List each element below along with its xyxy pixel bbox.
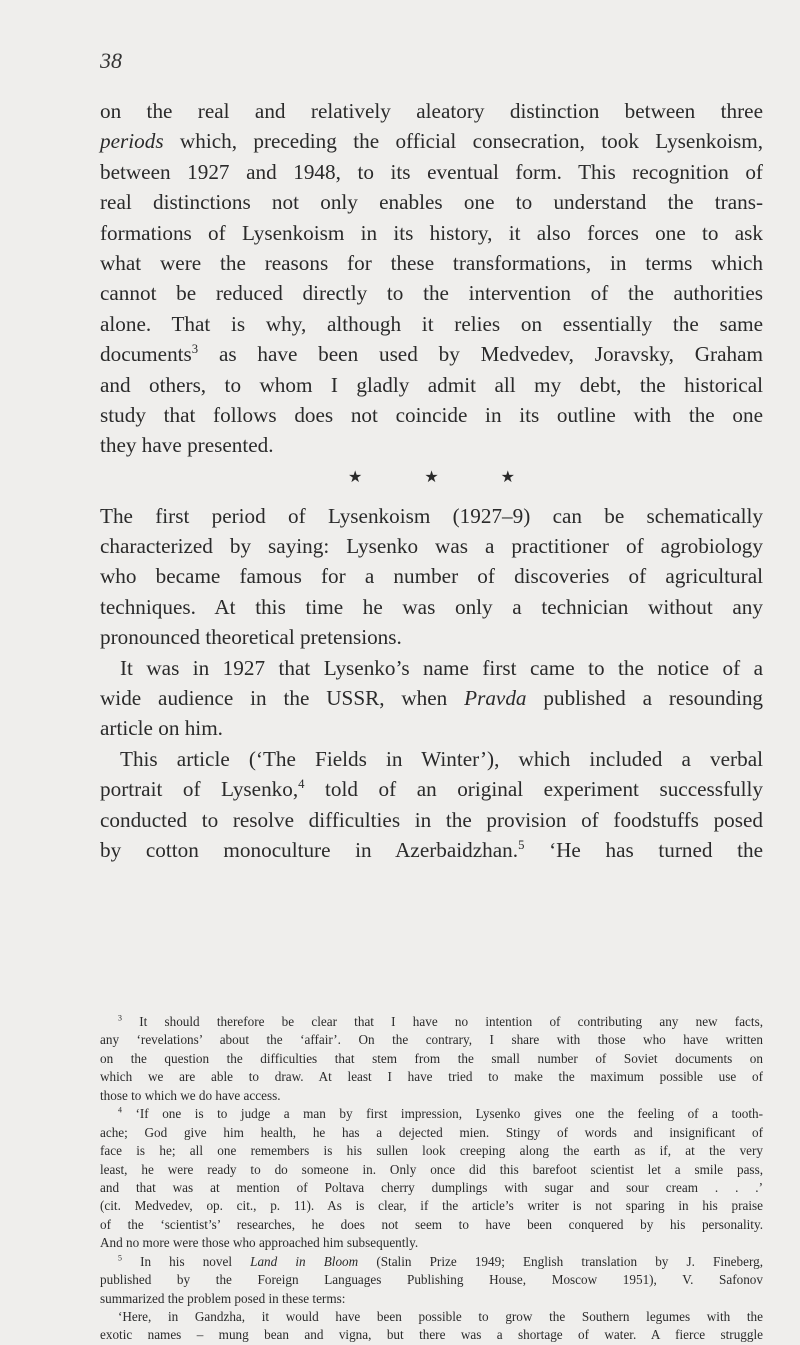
section-divider [100,461,763,495]
footnote-line: those to which we do have access. [100,1087,281,1103]
body-line: documents$^3$ as have been used by Medvedev, Joravsky, Graham [100,342,763,367]
italic-term: Pravda [464,686,527,711]
body-line: article on him. [100,716,223,741]
body-line: formations of Lysenkoism in its history, it also forces one to ask [100,220,763,245]
footnote-line: on the question the difficulties that stem from the small number of Soviet documents on [100,1050,763,1066]
body-line: alone. That is why, although it relies on essentially the same [100,311,763,336]
body-line: real distinctions not only enables one to understand the trans- [100,190,763,215]
footnote-line: which we are able to draw. At least I have tried to make the maximum possible use of [100,1069,763,1085]
footnote-ref-4: 4 [298,777,305,792]
body-line: conducted to resolve difficulties in the provision of foodstuffs posed [100,807,763,832]
footnote-line: $^3$ It should therefore be clear that I have no intention of contributing any new facts, [118,1013,763,1029]
footnote-line: (cit. Medvedev, op. cit., p. 11). As is clear, if the article’s writer is not sparing in his praise [100,1198,763,1214]
footnote-mark-4: 4 [118,1105,122,1115]
footnotes [100,1013,763,1345]
body-line: It was in 1927 that Lysenko’s name first came to the notice of a [120,655,763,680]
body-line: techniques. At this time he was only a technician without any [100,594,763,619]
body-line: pronounced theoretical pretensions. [100,625,402,650]
footnote-mark-3: 3 [118,1013,122,1023]
body-line: wide audience in the USSR, when Pravda published a resounding [100,686,764,711]
body-line: they have presented. [100,433,274,458]
footnote-line: ‘Here, in Gandzha, it would have been possible to grow the Southern legumes with the [118,1309,763,1324]
body-line: who became famous for a number of discoveries of agricultural [100,564,763,589]
body-line: This article (‘The Fields in Winter’), which included a verbal [120,746,763,771]
star-icon: ★ [347,468,363,486]
body-line: cannot be reduced directly to the intervention of the authorities [100,281,763,306]
footnote-line: ache; God give him health, he has a dejected mien. Stingy of words and insignificant of [100,1124,763,1140]
body-line: and others, to whom I gladly admit all my debt, the historical [100,372,763,397]
footnote-line: published by the Foreign Languages Publishing House, Moscow 1951), V. Safonov [100,1272,763,1288]
main-text [100,96,763,865]
body-line: between 1927 and 1948, to its eventual form. This recognition of [100,159,763,184]
body-line: by cotton monoculture in Azerbaidzhan.$^5$ ‘He has turned the [100,837,764,862]
footnote-line: of the ‘scientist’s’ researches, he does not seem to have been conquered by his personality. [100,1216,763,1232]
body-line: The first period of Lysenkoism (1927–9) can be schematically [100,503,763,528]
body-line: portrait of Lysenko,$^4$ told of an original experiment successfully [100,777,764,802]
footnote-line: summarized the problem posed in these terms: [100,1290,346,1306]
footnote-line: least, he were ready to do someone in. Only once did this barefoot scientist let a smile pass, [100,1161,763,1177]
footnote-mark-5: 5 [118,1253,122,1263]
body-line: on the real and relatively aleatory distinction between three [100,99,763,123]
book-title: Land in Bloom [250,1253,359,1269]
footnote-line: $^5$ In his novel Land in Bloom (Stalin Prize 1949; English translation by J. Fineberg, [118,1253,763,1269]
footnote-ref-5: 5 [518,837,525,852]
footnote-line: and that was at mention of Poltava cherry dumplings with sugar and sour cream . . .’ [100,1179,763,1195]
page-number: 38 [100,48,122,73]
footnote-line: $^4$ ‘If one is to judge a man by first impression, Lysenko gives one the feeling of a tooth- [118,1105,764,1122]
italic-term: periods [100,129,164,154]
footnote-line: exotic names – mung bean and vigna, but there was a shortage of water. A fierce struggle [100,1327,763,1343]
star-icon: ★ [500,468,516,486]
star-icon: ★ [424,468,439,486]
footnote-ref-3: 3 [191,342,199,357]
body-line: study that follows does not coincide in its outline with the one [100,402,763,427]
body-line: periods which, preceding the official consecration, took Lysenkoism, [100,129,764,154]
body-line: what were the reasons for these transformations, in terms which [100,250,763,275]
footnote-line: And no more were those who approached him subsequently. [100,1235,419,1251]
footnote-line: any ‘revelations’ about the ‘affair’. On the contrary, I share with those who have written [100,1032,763,1048]
footnote-line: face is he; all one remembers is his sullen look creeping along the earth as if, at the very [100,1143,763,1159]
body-line: characterized by saying: Lysenko was a practitioner of agrobiology [100,534,763,559]
